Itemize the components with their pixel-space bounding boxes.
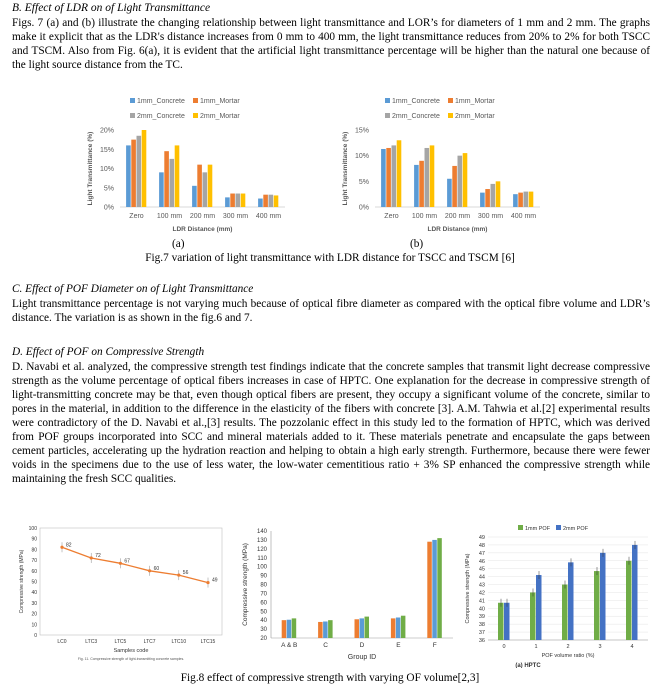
- legend-label: 2mm_Mortar: [200, 113, 240, 120]
- bar: [447, 179, 452, 207]
- bar: [391, 618, 396, 638]
- y-tick-label: 46: [478, 558, 485, 565]
- y-tick-label: 47: [478, 550, 485, 557]
- y-tick-label: 20: [260, 636, 267, 642]
- data-point: [119, 562, 122, 565]
- x-tick-label: LC0: [57, 639, 67, 645]
- y-tick-label: 20: [31, 611, 37, 618]
- legend-label: 1mm_Mortar: [200, 98, 240, 105]
- legend-swatch: [193, 113, 198, 118]
- x-tick-label: 1: [534, 644, 538, 650]
- y-tick-label: 37: [478, 630, 485, 637]
- bar: [365, 617, 370, 638]
- bar: [137, 136, 142, 207]
- bar: [600, 553, 606, 640]
- y-tick-label: 0: [34, 633, 37, 639]
- y-tick-label: 80: [31, 547, 37, 554]
- figure-8-chart-1: [10, 520, 230, 665]
- section-d-heading: D. Effect of POF on Compressive Strength: [12, 346, 205, 358]
- x-axis-label: POF volume ratio (%): [541, 653, 595, 659]
- y-tick-label: 30: [260, 627, 267, 634]
- x-tick-label: LTC10: [171, 639, 187, 645]
- y-tick-label: 60: [260, 600, 267, 607]
- bar: [287, 620, 292, 638]
- bar: [437, 538, 442, 638]
- bar: [491, 184, 496, 207]
- bar: [269, 195, 274, 207]
- bar: [392, 145, 397, 207]
- bar: [142, 130, 147, 207]
- bar: [496, 181, 501, 207]
- bar: [131, 140, 136, 207]
- y-tick-label: 38: [478, 622, 485, 629]
- bar: [524, 192, 529, 207]
- x-tick-label: C: [323, 642, 328, 649]
- data-label: 72: [95, 552, 101, 559]
- data-label: 82: [66, 542, 72, 549]
- bar: [258, 199, 263, 207]
- x-axis-label: Group ID: [347, 654, 377, 661]
- bar: [225, 197, 230, 207]
- bar: [396, 617, 401, 638]
- bar: [197, 165, 202, 207]
- x-tick-label: 300 mm: [477, 213, 504, 220]
- bar: [159, 172, 164, 207]
- section-c-paragraph: Light transmittance percentage is not varying much because of optical fibre diameter as compared with the optical fibre volume and LDR’s distance. The variation is as shown in the fig.6 and 7.: [12, 298, 650, 324]
- y-tick-label: 43: [478, 582, 485, 589]
- x-tick-label: LTC3: [85, 639, 98, 645]
- y-tick-label: 45: [478, 566, 485, 573]
- bar: [175, 145, 180, 207]
- figure-7-charts: [80, 92, 570, 240]
- legend-label: 2mm_Concrete: [392, 113, 440, 120]
- bar: [208, 165, 213, 207]
- x-axis-label: LDR Distance (mm): [427, 226, 488, 233]
- x-tick-label: 0: [502, 644, 506, 650]
- data-point: [60, 546, 63, 549]
- bar: [414, 165, 419, 207]
- y-tick-label: 48: [478, 542, 485, 549]
- fig7-sublabel-a: (a): [172, 238, 185, 250]
- y-tick-label: 5%: [103, 185, 114, 193]
- bar: [401, 616, 406, 638]
- y-tick-label: 49: [478, 535, 485, 541]
- y-tick-label: 50: [260, 609, 267, 616]
- y-tick-label: 44: [478, 574, 485, 581]
- y-tick-label: 130: [256, 537, 267, 544]
- legend-label: 1mm_Concrete: [392, 98, 440, 105]
- bar: [203, 172, 208, 207]
- bar: [360, 618, 365, 638]
- y-tick-label: 140: [256, 529, 267, 535]
- fig7-sublabel-b: (b): [410, 238, 424, 250]
- y-tick-label: 40: [478, 606, 485, 613]
- bar: [430, 145, 435, 207]
- y-tick-label: 60: [31, 568, 37, 575]
- y-tick-label: 70: [260, 591, 267, 598]
- legend-swatch: [518, 525, 523, 530]
- bar: [419, 161, 424, 207]
- figure-8-chart-2: [233, 523, 458, 668]
- data-point: [90, 556, 93, 559]
- y-tick-label: 70: [31, 558, 37, 565]
- bar: [241, 194, 246, 207]
- data-label: 49: [212, 577, 218, 584]
- bar: [480, 193, 485, 207]
- y-tick-label: 39: [478, 614, 485, 621]
- legend-label: 2mm POF: [563, 526, 589, 532]
- bar: [355, 619, 360, 638]
- y-tick-label: 90: [31, 536, 37, 543]
- section-d-paragraph: D. Navabi et al. analyzed, the compressive strength test findings indicate that the concrete samples that transmit light decrease compressive strength as the volume percentage of optical fibers increases in case of HPTC. One explanation for the decrease in compressive strength of light-transmitting concrete may be that, even though optical fibers are present, they occupy a significant volume of the concrete, similar to pores in the material, in addition to the difference in the elasticity of the fibers with concrete [3]. A.M. Tahwia et al.[2] experimental results were contradictory of the D. Navabi et al.,[3] results. The pozzolanic effect in this study led to the formation of HPTC, which was derived from POF groups incorporated into SCC and mineral materials added to it. These materials penetrate and encapsulate the gaps between cement particles, accelerating up the hydration reaction and helping to obtain a high early strength. Furthermore, because there were fewer voids in the specimens due to the use of less water, the low-water cementitious ratio + 3% SP enhanced the compressive strength while maintaining the fresh SCC qualities.: [12, 361, 650, 485]
- chart-subtitle: (a) HPTC: [515, 663, 541, 668]
- x-tick-label: A & B: [281, 642, 298, 649]
- x-tick-label: 2: [566, 644, 570, 650]
- x-tick-label: 100 mm: [411, 213, 438, 220]
- bar: [427, 542, 432, 638]
- legend-swatch: [556, 525, 561, 530]
- bar: [381, 149, 386, 207]
- x-tick-label: 300 mm: [222, 213, 249, 220]
- x-axis-label: LDR Distance (mm): [172, 226, 233, 233]
- legend-swatch: [130, 98, 135, 103]
- y-tick-label: 30: [31, 600, 37, 607]
- bar: [536, 575, 542, 640]
- bar: [626, 561, 632, 640]
- y-tick-label: 15%: [354, 127, 369, 135]
- data-label: 60: [153, 565, 160, 572]
- y-tick-label: 90: [260, 573, 267, 580]
- data-point: [177, 573, 180, 576]
- bar: [292, 618, 297, 638]
- bar: [432, 540, 437, 638]
- bar: [504, 603, 510, 640]
- bar: [274, 195, 279, 207]
- bar: [386, 148, 391, 207]
- y-axis-label: Light Transmittance (%): [87, 131, 94, 206]
- legend-swatch: [448, 113, 453, 118]
- y-axis-label: Compressive strength (MPa): [242, 543, 249, 626]
- bar: [170, 159, 175, 207]
- bar: [425, 148, 430, 207]
- y-tick-label: 42: [478, 590, 485, 597]
- x-tick-label: LTC5: [114, 639, 127, 645]
- bar: [282, 620, 287, 638]
- y-axis-label: Compressive strength (MPa): [19, 549, 25, 614]
- bar: [318, 622, 323, 638]
- y-tick-label: 10: [31, 622, 37, 629]
- x-tick-label: 400 mm: [510, 213, 537, 220]
- x-tick-label: LTC15: [200, 639, 216, 645]
- legend-label: 2mm_Mortar: [455, 113, 495, 120]
- x-tick-label: D: [359, 642, 365, 649]
- bar: [632, 545, 638, 640]
- y-tick-label: 0%: [358, 204, 369, 212]
- x-tick-label: Zero: [129, 213, 144, 220]
- x-axis-label: Samples code: [113, 648, 149, 654]
- bar: [230, 194, 235, 207]
- y-tick-label: 120: [256, 546, 267, 553]
- x-tick-label: F: [432, 642, 437, 649]
- bar: [192, 186, 197, 207]
- y-tick-label: 50: [31, 579, 37, 586]
- x-tick-label: 200 mm: [444, 213, 471, 220]
- x-tick-label: E: [396, 642, 401, 649]
- y-tick-label: 110: [257, 555, 267, 562]
- bar: [530, 592, 536, 640]
- legend-label: 1mm_Mortar: [455, 98, 495, 105]
- y-tick-label: 5%: [358, 178, 369, 186]
- bar: [164, 151, 169, 207]
- series-line: [62, 547, 208, 582]
- bar: [568, 562, 574, 640]
- y-tick-label: 80: [260, 582, 267, 589]
- y-tick-label: 10%: [99, 166, 114, 173]
- chart-note: Fig. 11. Compressive strength of light-transmitting concrete samples.: [77, 657, 185, 661]
- bar: [562, 585, 568, 640]
- bar: [594, 571, 600, 640]
- bar: [126, 145, 131, 207]
- legend-label: 1mm POF: [525, 526, 551, 532]
- bar: [485, 189, 490, 207]
- bar: [529, 192, 534, 207]
- x-tick-label: LTC7: [143, 639, 156, 645]
- x-tick-label: 4: [630, 644, 634, 650]
- bar: [463, 153, 468, 207]
- x-tick-label: 200 mm: [189, 213, 216, 220]
- bar: [498, 603, 504, 640]
- y-tick-label: 20%: [99, 127, 114, 135]
- bar: [513, 194, 518, 207]
- y-tick-label: 36: [478, 638, 485, 644]
- data-label: 67: [124, 558, 130, 565]
- x-tick-label: 100 mm: [156, 213, 183, 220]
- bar: [452, 166, 457, 207]
- y-tick-label: 100: [28, 526, 37, 532]
- figure-8-chart-3: [460, 523, 655, 668]
- legend-swatch: [130, 113, 135, 118]
- figure-8-caption: Fig.8 effect of compressive strength with varying OF volume[2,3]: [180, 672, 480, 684]
- legend-label: 2mm_Concrete: [137, 113, 185, 120]
- y-tick-label: 0%: [103, 204, 114, 212]
- bar: [263, 195, 268, 207]
- bar: [458, 156, 463, 207]
- legend-swatch: [193, 98, 198, 103]
- x-tick-label: Zero: [384, 213, 399, 220]
- y-tick-label: 40: [31, 590, 37, 597]
- legend-label: 1mm_Concrete: [137, 98, 185, 105]
- y-axis-label: Light Transmittance (%): [342, 131, 349, 206]
- bar: [328, 620, 333, 638]
- bar: [397, 140, 402, 207]
- figure-7-caption: Fig.7 variation of light transmittance with LDR distance for TSCC and TSCM [6]: [145, 252, 515, 264]
- bar: [323, 622, 328, 638]
- y-tick-label: 10%: [354, 153, 369, 161]
- section-b-heading: B. Effect of LDR on of Light Transmittance: [12, 2, 211, 14]
- data-point: [148, 569, 151, 572]
- legend-swatch: [448, 98, 453, 103]
- legend-swatch: [385, 113, 390, 118]
- y-tick-label: 15%: [99, 146, 114, 154]
- section-c-heading: C. Effect of POF Diameter on of Light Transmittance: [12, 283, 254, 295]
- y-tick-label: 100: [256, 564, 267, 571]
- data-point: [206, 581, 209, 584]
- section-b-paragraph: Figs. 7 (a) and (b) illustrate the changing relationship between light transmittance and LOR’s for diameters of 1 mm and 2 mm. The graphs make it explicit that as the LDR's distance increases from 0 mm to 400 mm, the light transmittance reduces from 20% to 2% for both TSCC and TSCM. Also from Fig. 6(a), it is evident that the artificial light transmittance percentage will be higher than the natural one because of the light source distance from the TC.: [12, 17, 650, 71]
- y-tick-label: 40: [260, 618, 267, 625]
- bar: [518, 193, 523, 207]
- bar: [236, 194, 241, 207]
- data-label: 56: [182, 570, 189, 577]
- legend-swatch: [385, 98, 390, 103]
- x-tick-label: 3: [598, 644, 602, 650]
- y-tick-label: 41: [478, 598, 485, 605]
- y-axis-label: Compressive strength (MPa): [465, 553, 471, 624]
- x-tick-label: 400 mm: [255, 213, 282, 220]
